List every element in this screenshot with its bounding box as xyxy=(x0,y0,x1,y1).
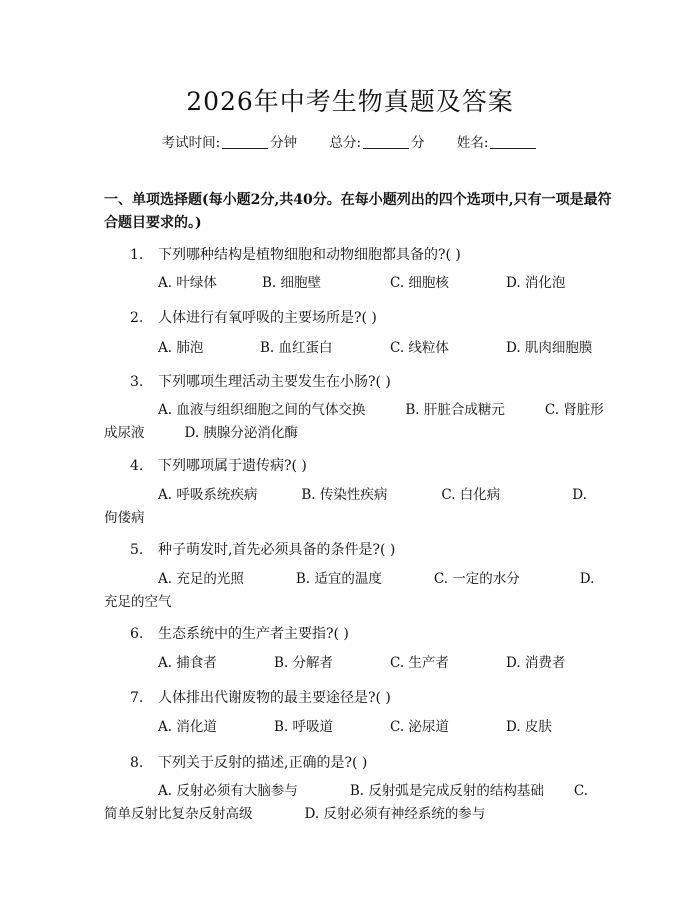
option-c: C. 泌尿道 xyxy=(390,719,449,735)
option-c: C. 白化病 xyxy=(441,487,501,503)
section-heading: 一、单项选择题(每小题2分,共40分。在每小题列出的四个选项中,只有一项是最符合题目要求的。) xyxy=(104,192,612,231)
option-b: B. 细胞壁 xyxy=(262,275,322,291)
option-d: D. 佝偻病 xyxy=(104,487,587,526)
option-d: D. 充足的空气 xyxy=(104,571,595,610)
option-b: B. 反射弧是完成反射的结构基础 xyxy=(349,783,544,799)
option-c: C. 一定的水分 xyxy=(433,571,520,587)
option-b: B. 呼吸道 xyxy=(274,719,334,735)
question-3: 3. 下列哪项生理活动主要发生在小肠?( ) xyxy=(130,374,391,390)
option-a: A. 肺泡 xyxy=(158,340,204,356)
option-c: C. 细胞核 xyxy=(390,275,449,291)
option-b: B. 传染性疾病 xyxy=(301,487,388,503)
total-score xyxy=(329,131,424,151)
option-a: A. 捕食者 xyxy=(158,655,217,671)
student-name xyxy=(457,131,539,151)
option-d: D. 胰腺分泌消化酶 xyxy=(184,425,298,441)
option-b: B. 血红蛋白 xyxy=(260,340,333,356)
option-b: B. 分解者 xyxy=(274,655,334,671)
total-score-blank xyxy=(363,136,409,149)
student-name-blank xyxy=(490,136,536,149)
exam-time-unit: 分钟 xyxy=(270,135,298,151)
exam-info xyxy=(0,131,700,151)
question-4: 4. 下列哪项属于遗传病?( ) xyxy=(130,458,307,474)
total-score-unit: 分 xyxy=(411,135,425,151)
option-d: D. 反射必须有神经系统的参与 xyxy=(304,806,486,822)
option-a: A. 消化道 xyxy=(158,719,217,735)
option-c: C. 肾脏形成尿液 xyxy=(104,402,604,441)
student-name-label: 姓名: xyxy=(456,135,489,151)
option-a: A. 血液与组织细胞之间的气体交换 xyxy=(158,402,366,418)
question-5-options xyxy=(104,568,604,614)
option-d: D. 消化泡 xyxy=(506,275,566,291)
option-b: B. 适宜的温度 xyxy=(295,571,382,587)
question-8-options xyxy=(104,780,604,826)
option-a: A. 呼吸系统疾病 xyxy=(158,487,258,503)
option-a: A. 反射必须有大脑参与 xyxy=(158,783,298,799)
option-d: D. 皮肤 xyxy=(506,719,552,735)
option-d: D. 消费者 xyxy=(506,655,566,671)
option-d: D. 肌肉细胞膜 xyxy=(506,340,593,356)
question-1: 1. 下列哪种结构是植物细胞和动物细胞都具备的?( ) xyxy=(130,247,461,263)
question-6: 6. 生态系统中的生产者主要指?( ) xyxy=(130,626,349,642)
question-2: 2. 人体进行有氧呼吸的主要场所是?( ) xyxy=(130,310,377,326)
option-c: C. 生产者 xyxy=(390,655,449,671)
option-a: A. 充足的光照 xyxy=(158,571,244,587)
exam-time-blank xyxy=(222,136,268,149)
question-7: 7. 人体排出代谢废物的最主要途径是?( ) xyxy=(130,690,391,706)
question-8: 8. 下列关于反射的描述,正确的是?( ) xyxy=(130,755,368,771)
question-5: 5. 种子萌发时,首先必须具备的条件是?( ) xyxy=(130,542,396,558)
option-c: C. 简单反射比复杂反射高级 xyxy=(104,783,588,822)
option-c: C. 线粒体 xyxy=(390,340,449,356)
total-score-label: 总分: xyxy=(329,135,362,151)
exam-time-label: 考试时间: xyxy=(161,135,221,151)
option-b: B. 肝脏合成糖元 xyxy=(405,402,505,418)
exam-time xyxy=(162,131,298,151)
option-a: A. 叶绿体 xyxy=(158,275,217,291)
question-4-options xyxy=(104,484,604,530)
question-3-options xyxy=(104,399,604,445)
page-title: 2026年中考生物真题及答案 xyxy=(186,87,514,116)
